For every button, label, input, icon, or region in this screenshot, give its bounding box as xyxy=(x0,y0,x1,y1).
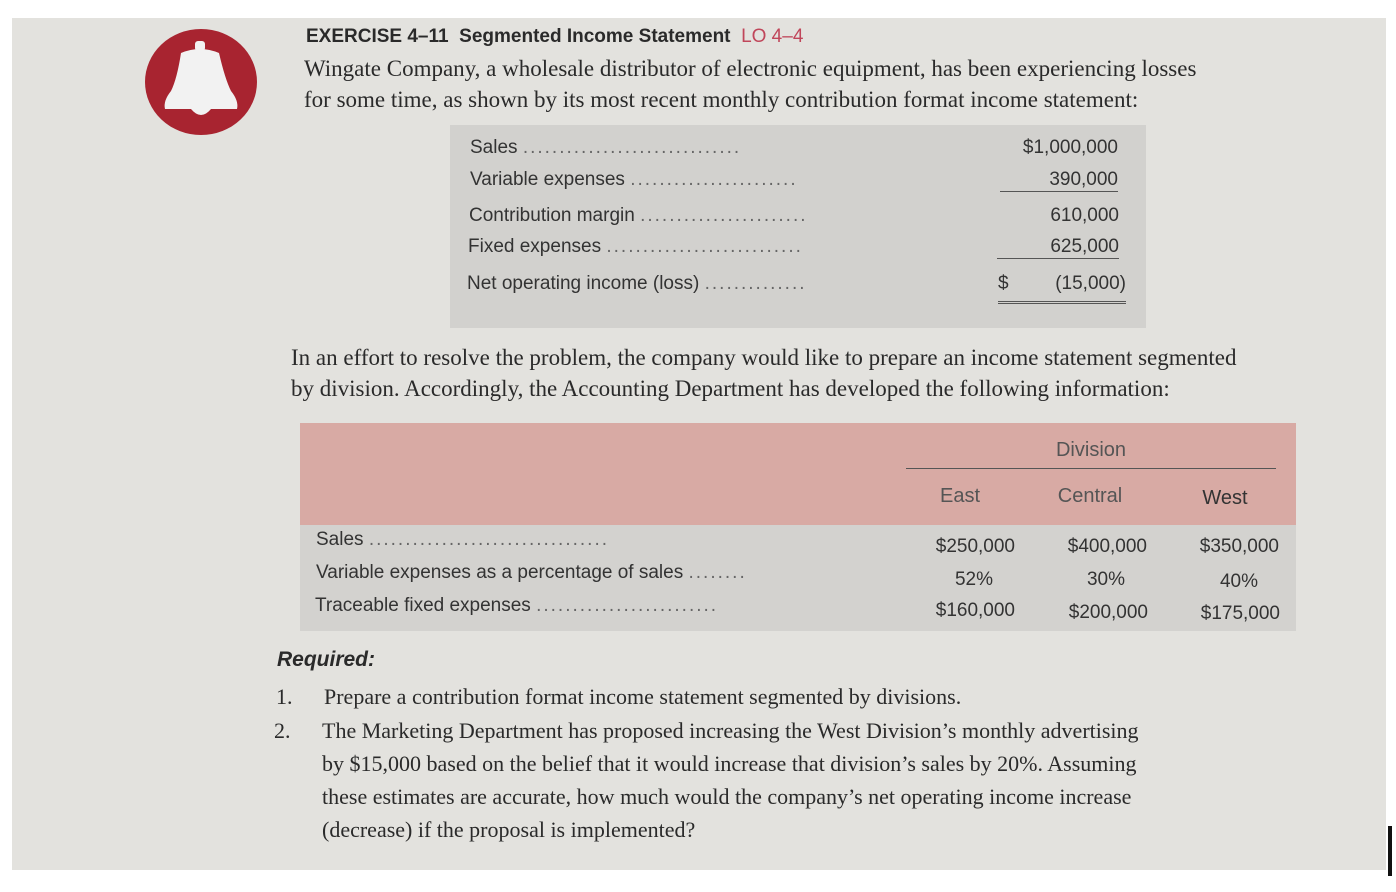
statement-row: Net operating income (loss) .............. xyxy=(467,273,807,294)
division-table-body: Sales ................................. Variable expenses as a percentage of sales ........ Traceable fixed expenses ......................... $250,000 $400,000 $350,000 52% 30% 40% $160,000 $200,000 $175,000 xyxy=(300,525,1296,631)
statement-row: Variable expenses ....................... xyxy=(470,169,798,190)
statement-row: Fixed expenses ........................... xyxy=(468,236,803,257)
column-west: West xyxy=(1202,487,1248,509)
table-row: Sales ................................. xyxy=(316,529,610,550)
column-east: East xyxy=(939,485,981,507)
learning-objective: LO 4–4 xyxy=(741,26,804,47)
table-row: Variable expenses as a percentage of sales ........ xyxy=(316,562,747,583)
statement-row: Contribution margin ....................... xyxy=(469,205,808,226)
income-statement xyxy=(450,125,1146,328)
table-row: Traceable fixed expenses ......................... xyxy=(315,595,719,616)
bell-icon xyxy=(145,29,257,135)
text-cursor xyxy=(1388,826,1392,876)
required-item-1: 1. Prepare a contribution format income statement segmented by divisions. xyxy=(276,684,962,709)
middle-paragraph: In an effort to resolve the problem, the company would like to prepare an income statement segmented by division. Accordingly, the Accounting Department has developed the following information: xyxy=(291,345,1237,401)
statement-value: 390,000 xyxy=(1000,169,1118,192)
required-heading: Required: xyxy=(277,648,376,671)
column-central: Central xyxy=(1057,485,1123,507)
statement-row: Sales .............................. xyxy=(470,137,742,158)
statement-value: 610,000 xyxy=(1050,205,1119,226)
exercise-title: EXERCISE 4–11 Segmented Income Statement LO 4–4 xyxy=(306,26,804,47)
statement-value: 625,000 xyxy=(997,236,1119,259)
statement-value: $1,000,000 xyxy=(1022,137,1118,158)
required-item-2: 2. The Marketing Department has proposed increasing the West Division’s monthly advertising by $15,000 based on the belief that it would increase that division’s sales by 20%. Assuming these estimates are accurate, how much would the company’s net operating income increase (decrease) if the proposal is implemented? xyxy=(274,718,1139,842)
division-table-header: Division East Central West xyxy=(300,423,1296,525)
intro-paragraph: Wingate Company, a wholesale distributor of electronic equipment, has been experiencing losses for some time, as shown by its most recent monthly contribution format income statement: xyxy=(304,56,1197,112)
statement-value: $ (15,000) xyxy=(998,273,1126,304)
